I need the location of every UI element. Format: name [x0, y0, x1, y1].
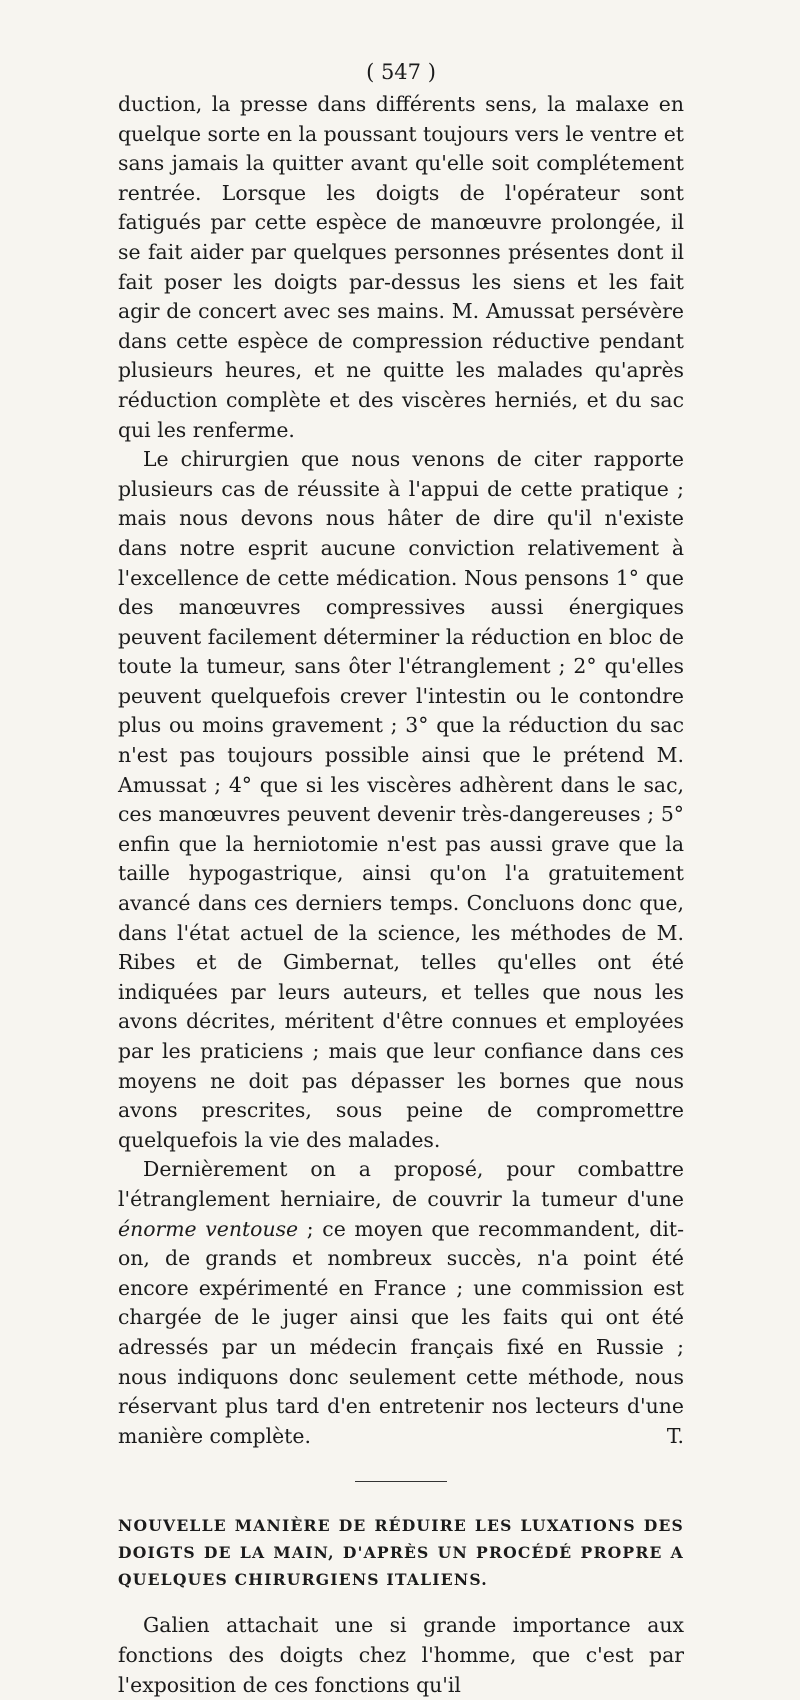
paragraph-3-emphasis: énorme ventouse [118, 1216, 299, 1241]
section-heading: NOUVELLE MANIÈRE DE RÉDUIRE LES LUXATIONS DES DOIGTS DE LA MAIN, D'APRÈS UN PROCÉDÉ PROPRE A QUELQUES CHIRURGIENS ITALIENS. [118, 1516, 684, 1590]
book-page [118, 58, 684, 1700]
author-signature: T. [666, 1423, 684, 1448]
section-divider [355, 1481, 447, 1482]
heading-spacer [118, 1593, 684, 1611]
page-number: ( 547 ) [366, 60, 436, 84]
paragraph-3-text-after: ; ce moyen que recommandent, dit-on, de grands et nombreux succès, n'a point été encore expérimenté en France ; une commission est chargée de le juger ainsi que les faits qui ont été adressés par un médecin français fixé en Russie ; nous indiquons donc seulement cette méthode, nous réservant plus tard d'en entretenir nos lecteurs d'une manière complète. [118, 1216, 684, 1448]
paragraph-3-text-before: Dernièrement on a proposé, pour combattre l'étranglement herniaire, de couvrir la tumeur d'une [118, 1157, 684, 1211]
paragraph-2: Le chirurgien que nous venons de citer rapporte plusieurs cas de réussite à l'appui de cette pratique ; mais nous devons nous hâter de dire qu'il n'existe dans notre esprit aucune conviction relativement à l'excellence de cette médication. Nous pensons 1° que des manœuvres compressives aussi énergiques peuvent facilement déterminer la réduction en bloc de toute la tumeur, sans ôter l'étranglement ; 2° qu'elles peuvent quelquefois crever l'intestin ou le contondre plus ou moins gravement ; 3° que la réduction du sac n'est pas toujours possible ainsi que le prétend M. Amussat ; 4° que si les viscères adhèrent dans le sac, ces manœuvres peuvent devenir très-dangereuses ; 5° enfin que la herniotomie n'est pas aussi grave que la taille hypogastrique, ainsi qu'on l'a gratuitement avancé dans ces derniers temps. Concluons donc que, dans l'état actuel de la science, les méthodes de M. Ribes et de Gimbernat, telles qu'elles ont été indiquées par leurs auteurs, et telles que nous les avons décrites, méritent d'être connues et employées par les praticiens ; mais que leur confiance dans ces moyens ne doit pas dépasser les bornes que nous avons prescrites, sous peine de compromettre quelquefois la vie des malades. [118, 447, 684, 1152]
section-paragraph: Galien attachait une si grande importance aux fonctions des doigts chez l'homme, que c'est par l'exposition de ces fonctions qu'il [118, 1613, 684, 1697]
paragraph-3 [118, 1155, 684, 1451]
paragraph-1: duction, la presse dans différents sens, la malaxe en quelque sorte en la poussant toujours vers le ventre et sans jamais la quitter avant qu'elle soit complétement rentrée. Lorsque les doigts de l'opérateur sont fatigués par cette espèce de manœuvre prolongée, il se fait aider par quelques personnes présentes dont il fait poser les doigts par-dessus les siens et les fait agir de concert avec ses mains. M. Amussat persévère dans cette espèce de compression réductive pendant plusieurs heures, et ne quitte les malades qu'après réduction complète et des viscères herniés, et du sac qui les renferme. [118, 92, 684, 442]
